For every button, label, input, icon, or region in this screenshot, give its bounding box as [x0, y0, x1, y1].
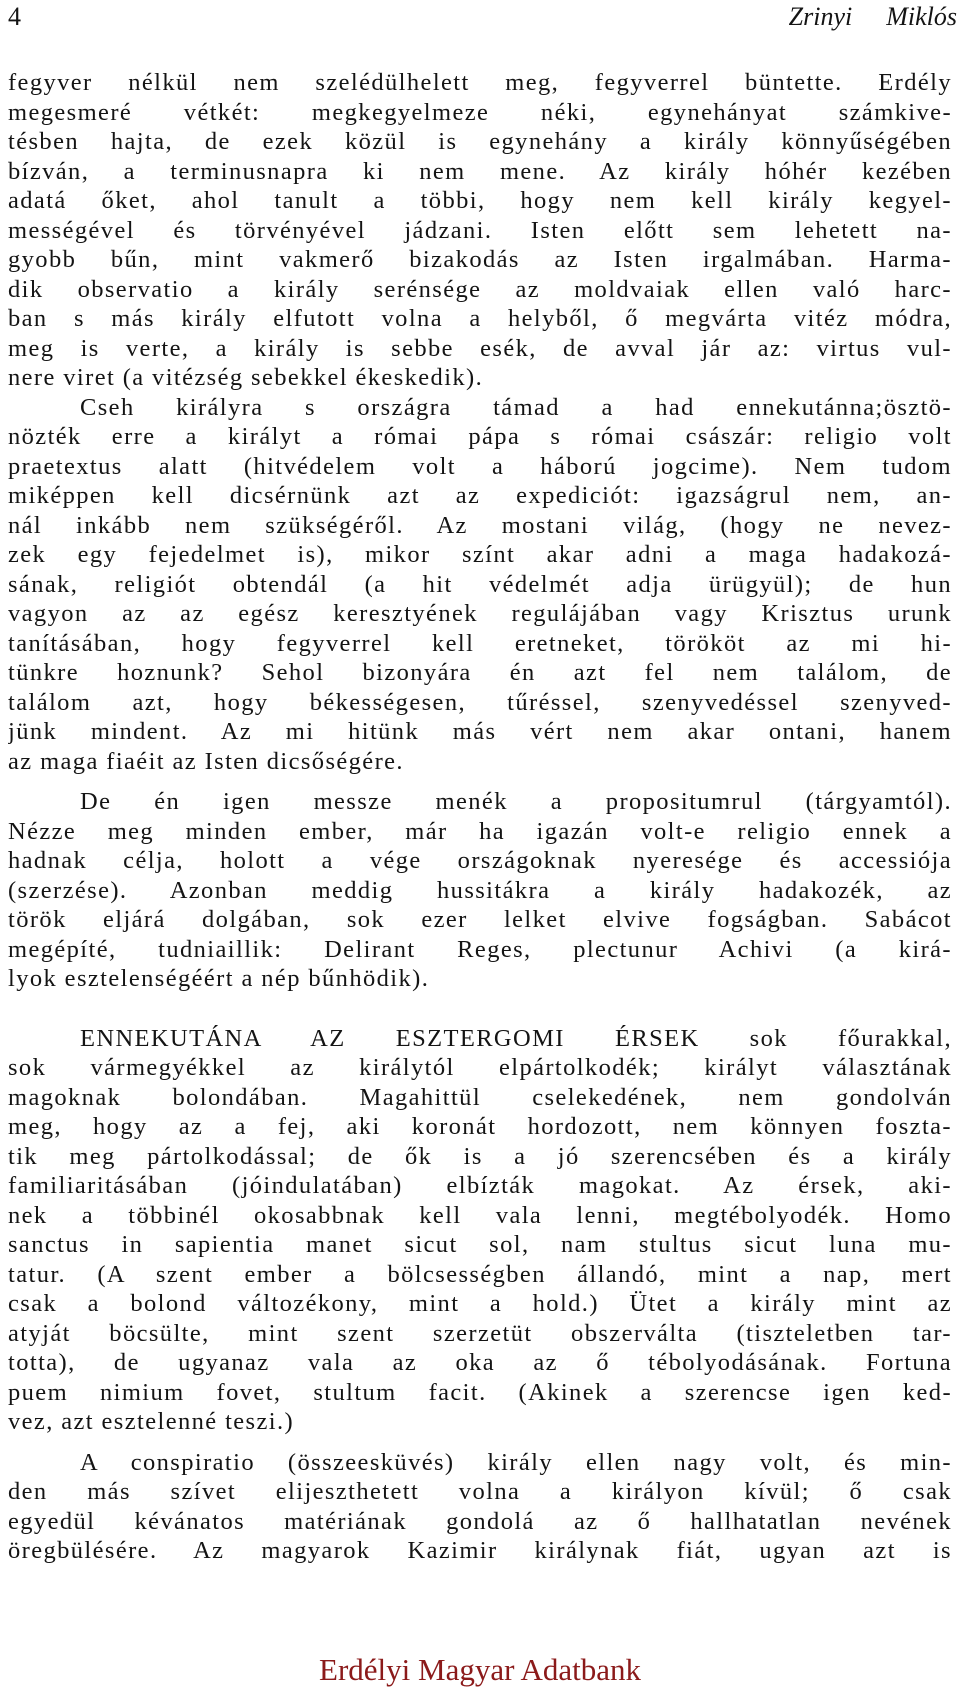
text-line: sok vármegyékkel az királytól elpártolkodék; királyt választának — [8, 1054, 952, 1081]
text-line: fegyver nélkül nem szelédülhelett meg, fegyverrel büntette. Erdély — [8, 69, 952, 96]
text-line: Cseh királyra s országra támad a had ennekutánna;ösztö- — [80, 393, 952, 421]
text-line: nere viret (a vitézség sebekkel ékeskedik). — [8, 364, 484, 391]
text-line: csak a bolond változékony, mint a hold.) Ütet a király mint az — [8, 1290, 952, 1317]
running-title-first: Zrinyi — [788, 2, 853, 31]
text-line: bízván, a terminusnapra ki nem mene. Az király hóhér kezében — [8, 157, 952, 185]
text-line: nözték erre a királyt a római pápa s római császár: religio volt — [8, 423, 952, 450]
text-line: tik meg pártolkodással; de ők is a jó szerencsében és a király — [8, 1142, 952, 1170]
text-line: nek a többinél okosabbnak kell vala lenni, megtébolyodék. Homo — [8, 1201, 952, 1229]
text-line: tünkre hoznunk? Sehol bizonyára én azt fel nem találom, de — [8, 659, 952, 686]
text-line: meg, hogy az a fej, aki koronát hordozott, nem könnyen foszta- — [8, 1113, 952, 1140]
text-line: öregbülésére. Az magyarok Kazimir királynak fiát, ugyan azt is — [8, 1537, 952, 1564]
page-number: 4 — [8, 2, 21, 31]
text-line: tanításában, hogy fegyverrel kell eretneket, törököt az mi hi- — [8, 629, 952, 657]
text-line: adatá őket, ahol tanult a többi, hogy nem kell király kegyel- — [8, 187, 952, 214]
paragraph — [8, 1024, 952, 1437]
text-line: az maga fiaéit az Isten dicsőségére. — [8, 747, 404, 775]
text-line: hadnak célja, holott a vége országoknak nyeresége és accessiója — [8, 847, 952, 874]
text-line: sanctus in sapientia manet sicut sol, nam stultus sicut luna mu- — [8, 1231, 952, 1258]
running-title-last: Miklós — [886, 2, 957, 31]
text-line: dik observatio a király serénsége az moldvaiak ellen való harc- — [8, 275, 952, 303]
paragraph — [8, 787, 952, 994]
text-line: Nézze meg minden ember, már ha igazán volt-e religio ennek a — [8, 817, 952, 845]
paragraph — [8, 1448, 952, 1566]
text-line: jünk mindent. Az mi hitünk más vért nem akar ontani, hanem — [8, 718, 952, 745]
running-title — [789, 2, 957, 32]
text-line: tésben hajta, de ezek közül is egynehány a király könnyűségében — [8, 128, 952, 155]
text-line: tatur. (A szent ember a bölcsességben állandó, mint a nap, mert — [8, 1260, 952, 1288]
text-line: miképpen kell dicsérnünk azt az expediciót: igazságrul nem, an- — [8, 482, 952, 509]
text-line: den más szívet elijeszthetett volna a királyon kívül; ő csak — [8, 1478, 952, 1505]
text-line: ban s más király elfutott volna a helyből, ő megvárta vitéz módra, — [8, 305, 952, 332]
body-text — [8, 68, 952, 1566]
text-line: sának, religiót obtendál (a hit védelmét adja ürügyül); de hun — [8, 570, 952, 598]
text-line: vagyon az az egész keresztyének regulájában vagy Krisztus urunk — [8, 600, 952, 627]
text-line: megépíté, tudniaillik: Delirant Reges, plectunur Achivi (a kirá- — [8, 935, 952, 963]
text-line: totta), de ugyanaz vala az oka az ő tébolyodásának. Fortuna — [8, 1349, 952, 1376]
text-line: magoknak bolondában. Magahittül cselekedének, nem gondolván — [8, 1083, 952, 1111]
source-footer: Erdélyi Magyar Adatbank — [319, 1652, 641, 1687]
text-line: egyedül kévánatos matériának gondolá az ő hallhatatlan nevének — [8, 1507, 952, 1535]
text-line: meg is verte, a király is sebbe esék, de avval jár az: virtus vul- — [8, 334, 952, 362]
text-line: találom azt, hogy békességesen, tűréssel, szenyvedéssel szenyved- — [8, 688, 952, 716]
text-line: ENNEKUTÁNA AZ ESZTERGOMI ÉRSEK sok főurakkal, — [80, 1024, 952, 1052]
text-line: A conspiratio (összeesküvés) király ellen nagy volt, és min- — [80, 1448, 952, 1476]
text-line: puem nimium fovet, stultum facit. (Akinek a szerencse igen ked- — [8, 1378, 952, 1406]
paragraph — [8, 68, 952, 393]
text-line: török eljárá dolgában, sok ezer lelket elvive fogságban. Sabácot — [8, 906, 952, 933]
page-header — [0, 0, 960, 40]
text-line: familiaritásában (jóindulatában) elbízták magokat. Az érsek, aki- — [8, 1172, 952, 1199]
text-line: De én igen messze menék a propositumrul (tárgyamtól). — [80, 788, 952, 815]
text-line: gyobb bűn, mint vakmerő bizakodás az Isten irgalmában. Harma- — [8, 246, 952, 273]
text-line: nál inkább nem szükségéről. Az mostani világ, (hogy ne nevez- — [8, 511, 952, 539]
text-line: zek egy fejedelmet is), mikor színt akar adni a maga hadakozá- — [8, 541, 952, 568]
text-line: vez, azt esztelenné teszi.) — [8, 1408, 295, 1435]
text-line: megesmeré vétkét: megkegyelmeze néki, egynehányat számkive- — [8, 98, 952, 126]
text-line: lyok esztelenségéért a nép bűnhödik). — [8, 965, 430, 992]
paragraph — [8, 393, 952, 777]
text-line: (szerzése). Azonban meddig hussitákra a király hadakozék, az — [8, 876, 952, 904]
text-line: praetextus alatt (hitvédelem volt a háború jogcime). Nem tudom — [8, 452, 952, 480]
text-line: mességével és törvényével jádzani. Isten előtt sem lehetett na- — [8, 216, 952, 244]
text-line: atyját böcsülte, mint szent szerzetüt obszerválta (tiszteletben tar- — [8, 1319, 952, 1347]
